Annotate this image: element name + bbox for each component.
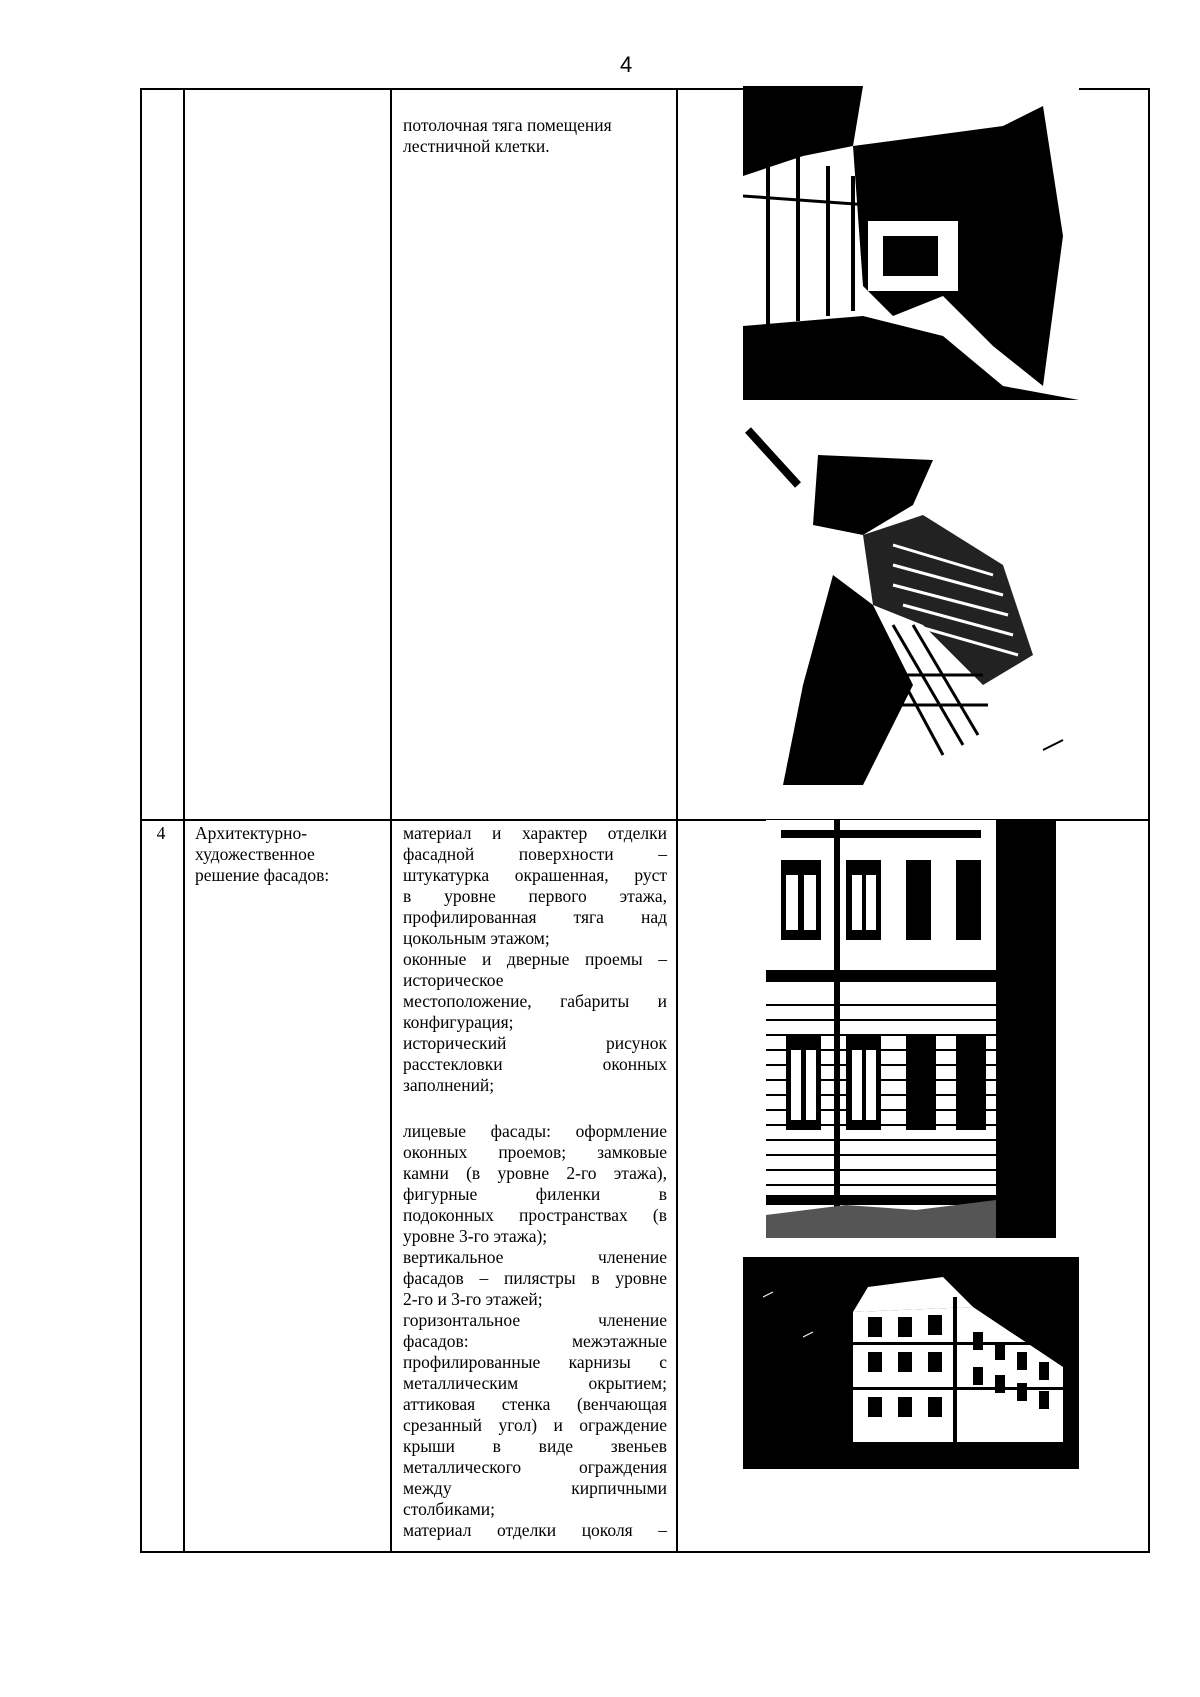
desc-spacer <box>403 1096 667 1121</box>
desc-line: вертикальное членение <box>403 1247 667 1267</box>
desc-line: горизонтальное членение <box>403 1310 667 1330</box>
desc-line: материал отделки цоколя – <box>403 1520 667 1540</box>
name-line: художественное <box>195 844 315 864</box>
desc-line: аттиковая стенка (венчающая <box>403 1394 667 1414</box>
desc-line: фасадов: межэтажные <box>403 1331 667 1351</box>
desc-line: в уровне первого этажа, <box>403 886 667 906</box>
desc-line: подоконных пространствах (в <box>403 1205 667 1225</box>
name-line: решение фасадов: <box>195 865 330 885</box>
desc-line: материал и характер отделки <box>403 823 667 843</box>
row2-description <box>403 823 667 1541</box>
page-number: 4 <box>620 52 633 77</box>
col-border-name <box>390 88 392 1553</box>
desc-line: фасадной поверхности – <box>403 844 667 864</box>
desc-line: фасадов – пилястры в уровне <box>403 1268 667 1288</box>
desc-line: лицевые фасады: оформление <box>403 1121 667 1141</box>
table-bottom-border <box>140 1551 1150 1553</box>
desc-line: срезанный угол) и ограждение <box>403 1415 667 1435</box>
col-border-num <box>183 88 185 1553</box>
desc-line: металлического ограждения <box>403 1457 667 1477</box>
col-border-right <box>1148 88 1150 1553</box>
desc-line: историческое <box>403 970 504 990</box>
desc-line: заполнений; <box>403 1075 495 1095</box>
desc-line: оконных проемов; замковые <box>403 1142 667 1162</box>
desc-line: уровне 3-го этажа); <box>403 1226 548 1246</box>
desc-line: потолочная тяга помещения <box>403 115 612 135</box>
desc-line: лестничной клетки. <box>403 136 550 156</box>
row1-description <box>403 115 665 157</box>
desc-line: профилированные карнизы с <box>403 1352 667 1372</box>
desc-line: между кирпичными <box>403 1478 667 1498</box>
photo-building-perspective <box>743 1257 1079 1469</box>
desc-line: штукатурка окрашенная, руст <box>403 865 667 885</box>
desc-line: оконные и дверные проемы – <box>403 949 667 969</box>
photo-staircase-ceiling <box>743 86 1079 400</box>
col-border-desc <box>676 88 678 1553</box>
desc-line: цокольным этажом; <box>403 928 550 948</box>
desc-line: местоположение, габариты и <box>403 991 667 1011</box>
desc-line: металлическим окрытием; <box>403 1373 667 1393</box>
desc-line: профилированная тяга над <box>403 907 667 927</box>
photo-staircase-flight <box>743 425 1080 785</box>
desc-line: столбиками; <box>403 1499 496 1519</box>
row2-number: 4 <box>156 823 166 843</box>
desc-line: 2-го и 3-го этажей; <box>403 1289 543 1309</box>
desc-line: камни (в уровне 2-го этажа), <box>403 1163 667 1183</box>
col-border-left <box>140 88 142 1553</box>
row2-element-name <box>195 823 385 886</box>
desc-line: крыши в виде звеньев <box>403 1436 667 1456</box>
photo-facade-corner <box>766 820 1056 1238</box>
desc-line: фигурные филенки в <box>403 1184 667 1204</box>
desc-line: конфигурация; <box>403 1012 514 1032</box>
name-line: Архитектурно- <box>195 823 308 843</box>
desc-line: исторический рисунок <box>403 1033 667 1053</box>
desc-line: расстекловки оконных <box>403 1054 667 1074</box>
